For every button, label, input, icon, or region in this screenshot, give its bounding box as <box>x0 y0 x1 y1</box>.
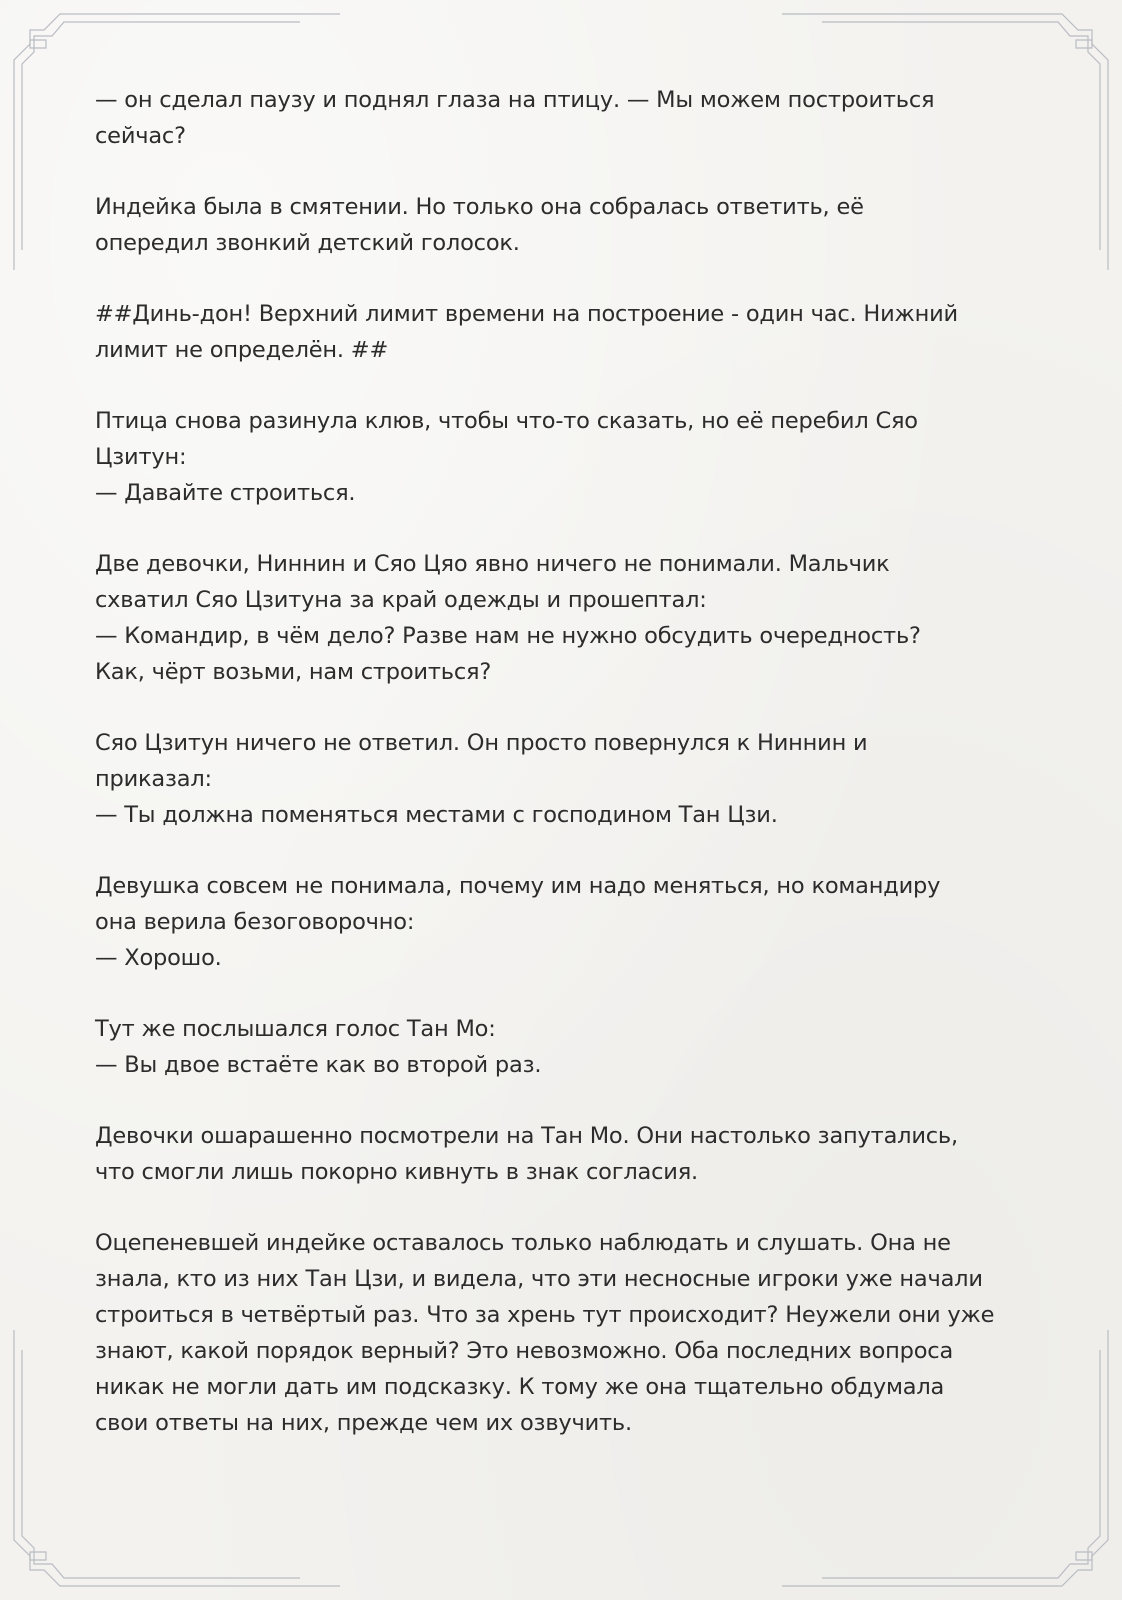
text-line: приказал: <box>95 766 212 792</box>
text-line: сейчас? <box>95 123 186 149</box>
text-line: Девочки ошарашенно посмотрели на Тан Мо. Они настолько запутались, <box>95 1123 958 1149</box>
paragraph <box>95 189 1030 261</box>
text-line: Как, чёрт возьми, нам строиться? <box>95 659 492 685</box>
paragraph <box>95 403 1030 511</box>
text-line: опередил звонкий детский голосок. <box>95 230 520 256</box>
text-line: свои ответы на них, прежде чем их озвучить. <box>95 1410 632 1436</box>
text-line: знала, кто из них Тан Цзи, и видела, что эти несносные игроки уже начали <box>95 1266 983 1292</box>
paragraph <box>95 725 1030 833</box>
paragraph <box>95 1011 1030 1083</box>
text-line: Индейка была в смятении. Но только она собралась ответить, её <box>95 194 864 220</box>
text-line: она верила безоговорочно: <box>95 909 415 935</box>
paragraph <box>95 82 1030 154</box>
paragraph <box>95 1118 1030 1190</box>
text-line: — Командир, в чём дело? Разве нам не нужно обсудить очередность? <box>95 623 921 649</box>
text-line: что смогли лишь покорно кивнуть в знак согласия. <box>95 1159 698 1185</box>
text-line: никак не могли дать им подсказку. К тому же она тщательно обдумала <box>95 1374 945 1400</box>
paragraph <box>95 546 1030 690</box>
text-line: ##Динь-дон! Верхний лимит времени на построение - один час. Нижний <box>95 301 958 327</box>
text-line: — Давайте строиться. <box>95 480 356 506</box>
text-line: схватил Сяо Цзитуна за край одежды и прошептал: <box>95 587 707 613</box>
paragraph <box>95 1225 1030 1441</box>
text-line: — он сделал паузу и поднял глаза на птицу. — Мы можем построиться <box>95 87 935 113</box>
text-line: Цзитун: <box>95 444 187 470</box>
text-line: строиться в четвёртый раз. Что за хрень тут происходит? Неужели они уже <box>95 1302 995 1328</box>
text-line: Птица снова разинула клюв, чтобы что-то сказать, но её перебил Сяо <box>95 408 918 434</box>
paragraph <box>95 296 1030 368</box>
page-text <box>95 82 1030 1476</box>
text-line: лимит не определён. ## <box>95 337 389 363</box>
text-line: Девушка совсем не понимала, почему им надо меняться, но командиру <box>95 873 941 899</box>
text-line: Две девочки, Ниннин и Сяо Цяо явно ничего не понимали. Мальчик <box>95 551 890 577</box>
text-line: знают, какой порядок верный? Это невозможно. Оба последних вопроса <box>95 1338 954 1364</box>
text-line: Тут же послышался голос Тан Мо: <box>95 1016 496 1042</box>
text-line: — Ты должна поменяться местами с господином Тан Цзи. <box>95 802 778 828</box>
paragraph <box>95 868 1030 976</box>
text-line: Оцепеневшей индейке оставалось только наблюдать и слушать. Она не <box>95 1230 951 1256</box>
text-line: — Вы двое встаёте как во второй раз. <box>95 1052 542 1078</box>
text-line: — Хорошо. <box>95 945 222 971</box>
text-line: Сяо Цзитун ничего не ответил. Он просто повернулся к Ниннин и <box>95 730 868 756</box>
